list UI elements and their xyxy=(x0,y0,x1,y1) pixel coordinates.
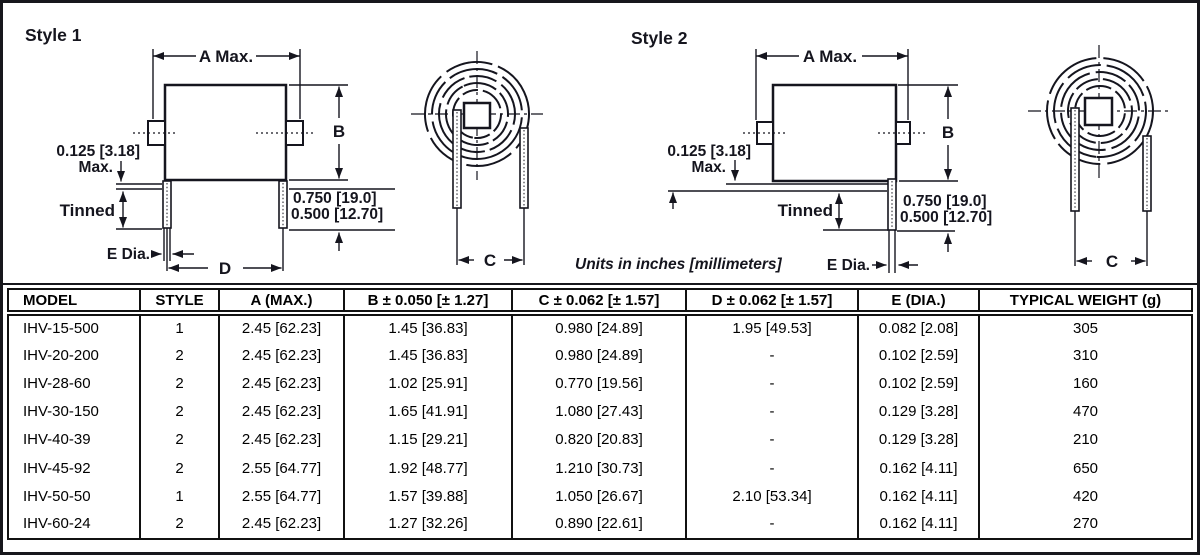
table-cell: 0.162 [4.11] xyxy=(858,482,979,510)
table-cell: 650 xyxy=(979,454,1192,482)
dimensions-table xyxy=(7,288,1193,540)
column-header-weight: TYPICAL WEIGHT (g) xyxy=(979,289,1192,313)
table-cell: IHV-40-39 xyxy=(23,431,91,449)
style1-title: Style 1 xyxy=(25,25,82,45)
table-cell: 2.10 [53.34] xyxy=(686,482,858,510)
style1-lead-length-line1: 0.750 [19.0] xyxy=(293,190,377,207)
column-header-c: C ± 0.062 [± 1.57] xyxy=(512,289,686,313)
table-cell: 210 xyxy=(979,426,1192,454)
units-note: Units in inches [millimeters] xyxy=(575,256,782,273)
table-cell: 1.080 [27.43] xyxy=(512,398,686,426)
style1-b-label: B xyxy=(332,122,346,141)
table-cell: 0.890 [22.61] xyxy=(512,510,686,538)
style2-e-dia-label: E Dia. xyxy=(826,257,870,274)
column-header-style: STYLE xyxy=(140,289,219,313)
table-cell: 0.770 [19.56] xyxy=(512,369,686,397)
table-row xyxy=(8,510,1192,538)
table-cell: 2.45 [62.23] xyxy=(219,369,344,397)
table-cell: 1.65 [41.91] xyxy=(344,398,512,426)
table-cell: 1.15 [29.21] xyxy=(344,426,512,454)
table-cell: 1.02 [25.91] xyxy=(344,369,512,397)
style1-lead-length-line2: 0.500 [12.70] xyxy=(291,206,384,223)
table-cell: 2 xyxy=(140,341,219,369)
style1-side-view xyxy=(56,47,395,278)
table-cell: 1.45 [36.83] xyxy=(344,341,512,369)
style1-c-label: C xyxy=(483,251,497,270)
style2-standoff-label-line2: Max. xyxy=(691,159,726,176)
table-cell: 2.45 [62.23] xyxy=(219,313,344,341)
style2-a-max-label: A Max. xyxy=(802,47,858,66)
table-row xyxy=(8,341,1192,369)
table-row xyxy=(8,398,1192,426)
table-cell: 2 xyxy=(140,510,219,538)
table-cell: 0.980 [24.89] xyxy=(512,341,686,369)
table-cell: 1.050 [26.67] xyxy=(512,482,686,510)
column-header-e-dia: E (DIA.) xyxy=(858,289,979,313)
table-cell: 1.27 [32.26] xyxy=(344,510,512,538)
style1-tinned-label: Tinned xyxy=(59,201,115,220)
table-cell: 305 xyxy=(979,313,1192,341)
style1-standoff-label-line1: 0.125 [3.18] xyxy=(56,143,140,160)
table-cell: 2 xyxy=(140,398,219,426)
style1-drawing xyxy=(25,25,546,278)
style1-standoff-label-line2: Max. xyxy=(78,159,113,176)
table-row xyxy=(8,313,1192,341)
table-cell: IHV-20-200 xyxy=(23,346,99,364)
style2-tinned-label: Tinned xyxy=(777,201,833,220)
table-cell: 1.45 [36.83] xyxy=(344,313,512,341)
table-cell: 0.980 [24.89] xyxy=(512,313,686,341)
table-cell: 1.210 [30.73] xyxy=(512,454,686,482)
table-cell: 2.45 [62.23] xyxy=(219,510,344,538)
table-cell: 1.92 [48.77] xyxy=(344,454,512,482)
column-header-d: D ± 0.062 [± 1.57] xyxy=(686,289,858,313)
table-cell: 1 xyxy=(140,482,219,510)
table-cell: 2.45 [62.23] xyxy=(219,341,344,369)
table-cell: 0.162 [4.11] xyxy=(858,454,979,482)
table-cell: 420 xyxy=(979,482,1192,510)
table-cell: 160 xyxy=(979,369,1192,397)
table-cell: 470 xyxy=(979,398,1192,426)
section-divider xyxy=(3,283,1197,285)
table-header xyxy=(8,289,1192,313)
table-cell: 2 xyxy=(140,426,219,454)
table-cell: - xyxy=(686,369,858,397)
table-cell: 0.102 [2.59] xyxy=(858,341,979,369)
table-cell: 2.55 [64.77] xyxy=(219,482,344,510)
table-cell: IHV-60-24 xyxy=(23,515,91,533)
table-cell: IHV-30-150 xyxy=(23,403,99,421)
header-row xyxy=(8,289,1192,313)
table-cell: IHV-50-50 xyxy=(23,487,91,505)
column-header-model: MODEL xyxy=(8,289,140,313)
table-cell: 2.55 [64.77] xyxy=(219,454,344,482)
table-row xyxy=(8,454,1192,482)
table-row xyxy=(8,369,1192,397)
table-row xyxy=(8,482,1192,510)
style2-side-view xyxy=(667,47,992,274)
table-body xyxy=(8,313,1192,539)
style2-coil-view xyxy=(1028,45,1168,271)
table-cell: 1.57 [39.88] xyxy=(344,482,512,510)
table-cell: - xyxy=(686,341,858,369)
style1-e-dia-label: E Dia. xyxy=(106,246,150,263)
table-cell: 0.102 [2.59] xyxy=(858,369,979,397)
table-cell: 0.129 [3.28] xyxy=(858,398,979,426)
table-cell: 0.082 [2.08] xyxy=(858,313,979,341)
style1-coil-view xyxy=(408,45,546,270)
table-cell: IHV-28-60 xyxy=(23,374,91,392)
style1-a-max-label: A Max. xyxy=(198,47,254,66)
table-cell: 310 xyxy=(979,341,1192,369)
table-cell: 270 xyxy=(979,510,1192,538)
table-cell: 1 xyxy=(140,313,219,341)
style2-drawing xyxy=(631,28,1168,274)
style1-d-label: D xyxy=(218,259,232,278)
style2-standoff-label-line1: 0.125 [3.18] xyxy=(667,143,751,160)
table-cell: - xyxy=(686,510,858,538)
column-header-a-max: A (MAX.) xyxy=(219,289,344,313)
table-cell: 0.162 [4.11] xyxy=(858,510,979,538)
table-cell: 0.820 [20.83] xyxy=(512,426,686,454)
column-header-b: B ± 0.050 [± 1.27] xyxy=(344,289,512,313)
table-row xyxy=(8,426,1192,454)
dimension-drawings xyxy=(3,3,1197,284)
table-cell: 2 xyxy=(140,454,219,482)
table-cell: IHV-15-500 xyxy=(23,320,99,338)
table-cell: - xyxy=(686,426,858,454)
table-cell: 0.129 [3.28] xyxy=(858,426,979,454)
style2-b-label: B xyxy=(941,123,955,142)
table-cell: 2.45 [62.23] xyxy=(219,426,344,454)
style2-lead-length-line1: 0.750 [19.0] xyxy=(903,193,987,210)
table-cell: 2.45 [62.23] xyxy=(219,398,344,426)
style2-title: Style 2 xyxy=(631,28,688,48)
table-cell: - xyxy=(686,454,858,482)
table-cell: IHV-45-92 xyxy=(23,459,91,477)
table-cell: 1.95 [49.53] xyxy=(686,313,858,341)
table-cell: 2 xyxy=(140,369,219,397)
table-cell: - xyxy=(686,398,858,426)
style2-c-label: C xyxy=(1105,252,1119,271)
style2-lead-length-line2: 0.500 [12.70] xyxy=(900,209,993,226)
